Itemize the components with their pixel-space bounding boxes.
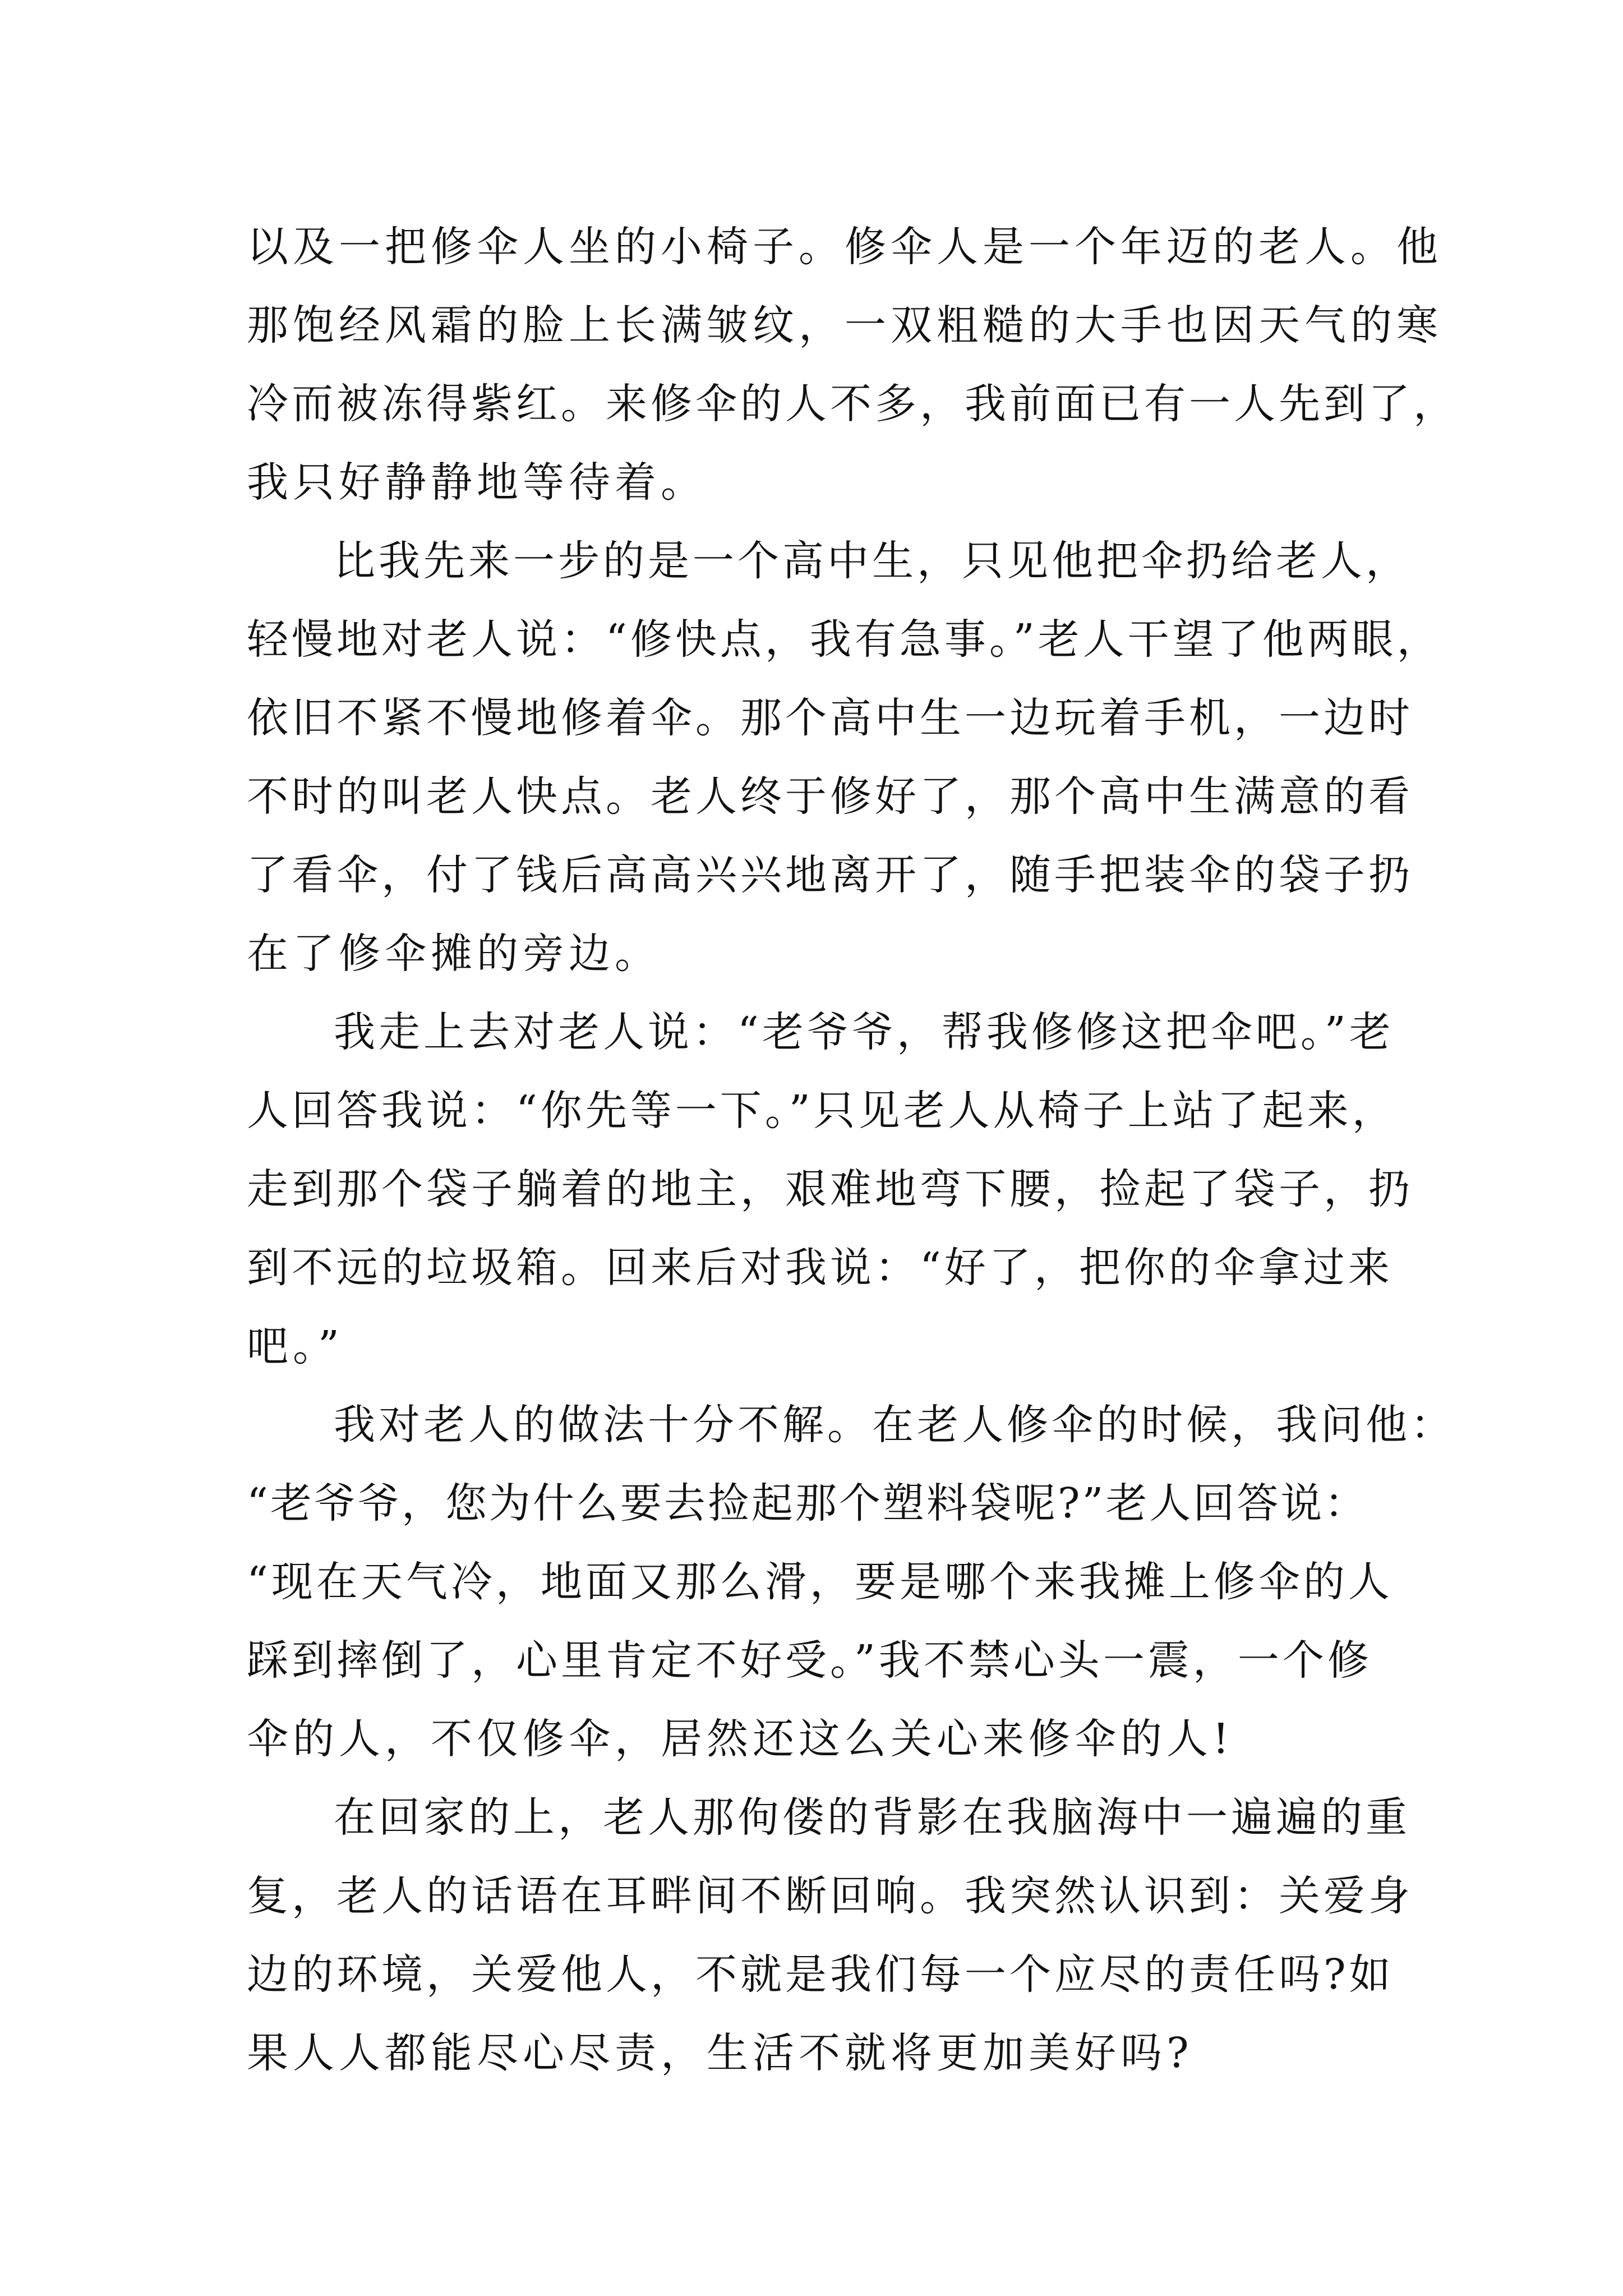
paragraph-4-line-1: 我对老人的做法十分不解。在老人修伞的时候，我问他： [334,1401,1455,1449]
paragraph-5-line-3: 边的环境，关爱他人，不就是我们每一个应尽的责任吗?如 [247,1950,1394,1999]
paragraph-3-line-3: 走到那个袋子躺着的地主，艰难地弯下腰，捡起了袋子，扔 [247,1165,1413,1213]
paragraph-3-line-1: 我走上去对老人说：“老爷爷，帮我修修这把伞吧。”老 [334,1008,1394,1056]
paragraph-1-line-1: 以及一把修伞人坐的小椅子。修伞人是一个年迈的老人。他 [247,223,1442,271]
paragraph-1-line-4: 我只好静静地等待着。 [247,458,707,507]
paragraph-5-line-2: 复，老人的话语在耳畔间不断回响。我突然认识到：关爱身 [247,1872,1413,1920]
paragraph-2-line-1: 比我先来一步的是一个高中生，只见他把伞扔给老人， [334,537,1410,585]
paragraph-2-line-2: 轻慢地对老人说：“修快点，我有急事。”老人干望了他两眼， [247,615,1442,664]
paragraph-2-line-5: 了看伞，付了钱后高高兴兴地离开了，随手把装伞的袋子扔 [247,851,1413,899]
paragraph-1-line-3: 冷而被冻得紫红。来修伞的人不多，我前面已有一人先到了， [247,380,1458,428]
paragraph-4-line-4: 踩到摔倒了，心里肯定不好受。”我不禁心头一震，一个修 [247,1636,1372,1685]
paragraph-5-line-1: 在回家的上，老人那佝偻的背影在我脑海中一遍遍的重 [334,1793,1410,1842]
paragraph-2-line-3: 依旧不紧不慢地修着伞。那个高中生一边玩着手机，一边时 [247,694,1413,742]
paragraph-3-line-2: 人回答我说：“你先等一下。”只见老人从椅子上站了起来， [247,1087,1397,1135]
paragraph-4-line-5: 伞的人，不仅修伞，居然还这么关心来修伞的人! [247,1715,1234,1763]
paragraph-4-line-2: “老爷爷，您为什么要去捡起那个塑料袋呢?”老人回答说： [247,1479,1368,1527]
paragraph-4-line-3: “现在天气冷，地面又那么滑，要是哪个来我摊上修伞的人 [247,1558,1393,1606]
paragraph-1-line-2: 那饱经风霜的脸上长满皱纹，一双粗糙的大手也因天气的寒 [247,301,1442,349]
paragraph-2-line-6: 在了修伞摊的旁边。 [247,930,661,978]
paragraph-3-line-4: 到不远的垃圾箱。回来后对我说：“好了，把你的伞拿过来 [247,1244,1393,1292]
paragraph-5-line-4: 果人人都能尽心尽责，生活不就将更加美好吗? [247,2029,1193,2077]
paragraph-2-line-4: 不时的叫老人快点。老人终于修好了，那个高中生满意的看 [247,772,1413,821]
paragraph-3-line-5: 吧。” [247,1322,344,1370]
